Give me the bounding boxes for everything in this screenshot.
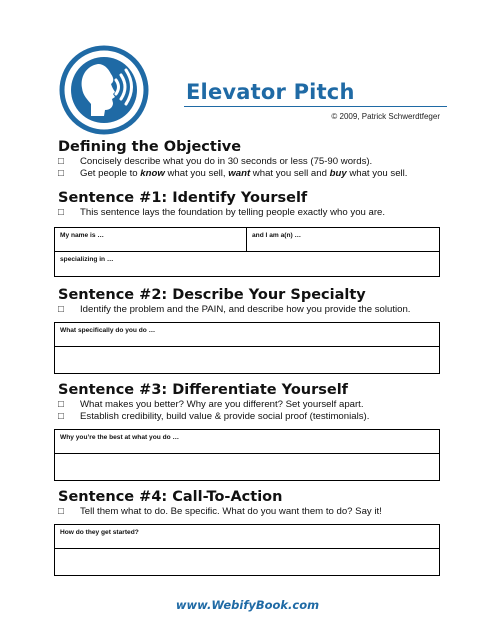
bullet-text: Establish credibility, build value & provide social proof (testimonials). <box>80 411 370 422</box>
why-best-label: Why you’re the best at what you do … <box>60 434 180 441</box>
emphasis-text: know <box>140 168 165 179</box>
checkbox-icon: □ <box>58 411 64 422</box>
form-row <box>55 252 439 276</box>
footer-link[interactable]: www.WebifyBook.com <box>175 598 320 612</box>
section-heading-objective: Defining the Objective <box>58 139 242 155</box>
checkbox-icon: □ <box>58 304 64 315</box>
bullet-text: This sentence lays the foundation by telling people exactly who you are. <box>80 207 386 218</box>
title-underline <box>184 106 447 107</box>
specialty-form <box>54 322 440 374</box>
bullet-text: Tell them what to do. Be specific. What do you want them to do? Say it! <box>80 506 382 517</box>
section-heading-identify: Sentence #1: Identify Yourself <box>58 190 308 206</box>
form-row <box>55 430 439 454</box>
bullet-item <box>58 399 364 410</box>
checkbox-icon: □ <box>58 156 64 167</box>
bullet-text: Get people to <box>80 168 141 179</box>
copyright-notice: © 2009, Patrick Schwerdtfeger <box>331 112 440 121</box>
section-heading-call-to-action: Sentence #4: Call-To-Action <box>58 489 283 505</box>
bullet-item <box>58 207 385 218</box>
call-to-action-form <box>54 524 440 576</box>
what-you-do-label: What specifically do you do … <box>60 327 156 334</box>
specialty-field-label: specializing in … <box>60 256 114 263</box>
checkbox-icon: □ <box>58 506 64 517</box>
bullet-item <box>58 506 382 517</box>
section-heading-differentiate: Sentence #3: Differentiate Yourself <box>58 382 348 398</box>
section-heading-specialty: Sentence #2: Describe Your Specialty <box>58 287 366 303</box>
name-field-label: My name is … <box>60 232 104 239</box>
checkbox-icon: □ <box>58 168 64 179</box>
role-field-label: and I am a(n) … <box>252 232 302 239</box>
form-row <box>55 323 439 347</box>
bullet-text: what you sell. <box>346 168 408 179</box>
checkbox-icon: □ <box>58 207 64 218</box>
form-row <box>55 525 439 549</box>
emphasis-text: buy <box>329 168 347 179</box>
differentiate-form <box>54 429 440 481</box>
form-answer-row[interactable] <box>55 347 439 373</box>
bullet-text: Concisely describe what you do in 30 seconds or less (75-90 words). <box>80 156 373 167</box>
bullet-item <box>58 156 372 167</box>
form-answer-row[interactable] <box>55 454 439 480</box>
emphasis-text: want <box>228 168 251 179</box>
bullet-text: what you sell and <box>250 168 330 179</box>
checkbox-icon: □ <box>58 399 64 410</box>
bullet-text: what you sell, <box>164 168 229 179</box>
page-title: Elevator Pitch <box>186 80 355 104</box>
identify-form <box>54 227 440 277</box>
bullet-item <box>58 304 410 315</box>
bullet-text: What makes you better? Why are you different? Set yourself apart. <box>80 399 364 410</box>
bullet-item <box>58 411 369 422</box>
form-row <box>55 228 439 252</box>
form-answer-row[interactable] <box>55 549 439 575</box>
speaker-sound-waves-icon <box>58 44 150 136</box>
bullet-item <box>58 168 407 179</box>
get-started-label: How do they get started? <box>60 529 139 536</box>
bullet-text: Identify the problem and the PAIN, and describe how you provide the solution. <box>80 304 411 315</box>
